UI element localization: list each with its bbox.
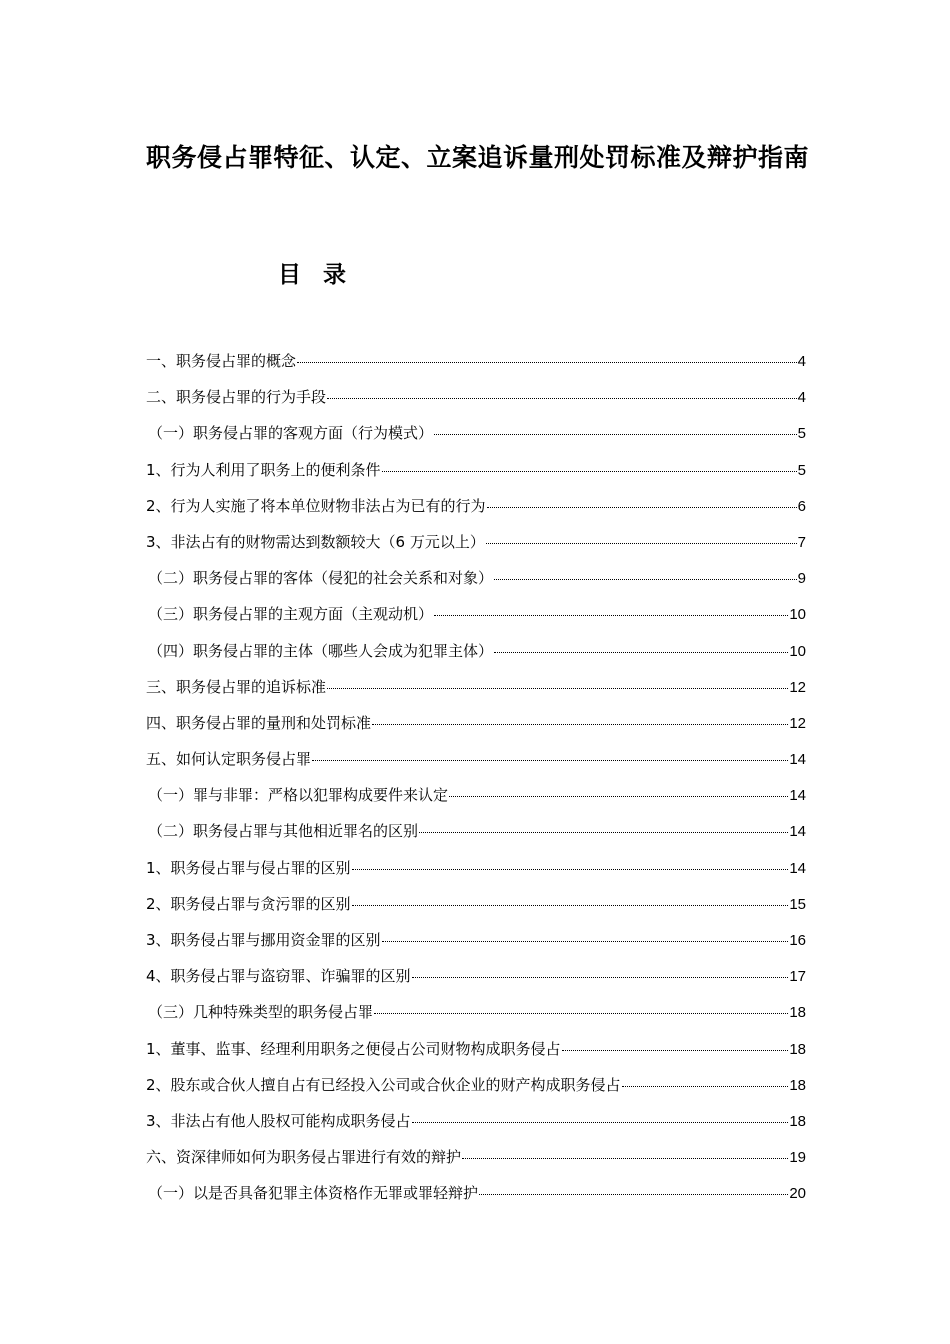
toc-dot-leader: [494, 637, 788, 653]
toc-entry-title: 五、如何认定职务侵占罪: [146, 750, 312, 769]
toc-dot-leader: [494, 564, 797, 580]
toc-entry[interactable]: [146, 745, 806, 781]
toc-page-number: 14: [789, 859, 806, 877]
toc-page-number: 18: [789, 1076, 806, 1094]
toc-entry-title: （三）职务侵占罪的主观方面（主观动机）: [148, 605, 434, 624]
toc-entry-title: （二）职务侵占罪的客体（侵犯的社会关系和对象）: [148, 569, 494, 588]
toc-entry[interactable]: [146, 600, 806, 636]
toc-dot-leader: [434, 600, 788, 616]
toc-dot-leader: [434, 419, 797, 435]
toc-entry-title: 2、职务侵占罪与贪污罪的区别: [146, 894, 351, 913]
table-of-contents: [146, 347, 806, 1216]
toc-entry-title: 四、职务侵占罪的量刑和处罚标准: [146, 713, 372, 732]
toc-entry-title: 一、职务侵占罪的概念: [146, 352, 297, 370]
toc-dot-leader: [412, 1107, 789, 1123]
toc-entry-title: （一）罪与非罪：严格以犯罪构成要件来认定: [148, 786, 449, 805]
toc-dot-leader: [312, 745, 788, 761]
toc-entry-title: （一）职务侵占罪的客观方面（行为模式）: [148, 424, 434, 443]
toc-page-number: 15: [789, 895, 806, 913]
toc-page-number: 5: [797, 461, 806, 479]
toc-heading-char-2: 录: [323, 262, 346, 288]
toc-entry-title: （三）几种特殊类型的职务侵占罪: [148, 1003, 374, 1022]
toc-dot-leader: [486, 528, 797, 544]
toc-entry[interactable]: [146, 637, 806, 673]
toc-entry[interactable]: [146, 492, 806, 528]
toc-heading-char-1: 目: [278, 262, 301, 288]
toc-entry[interactable]: [146, 890, 806, 926]
toc-entry[interactable]: [146, 564, 806, 600]
toc-entry[interactable]: [146, 383, 806, 419]
toc-dot-leader: [327, 673, 788, 689]
toc-page-number: 4: [797, 389, 806, 407]
toc-entry[interactable]: [146, 1143, 806, 1179]
toc-entry[interactable]: [146, 1035, 806, 1071]
toc-page-number: 14: [789, 751, 806, 769]
toc-page-number: 18: [789, 1040, 806, 1058]
toc-entry[interactable]: [146, 709, 806, 745]
toc-dot-leader: [449, 781, 788, 797]
toc-entry[interactable]: [146, 673, 806, 709]
toc-entry-title: 1、职务侵占罪与侵占罪的区别: [146, 858, 351, 877]
toc-page-number: 10: [789, 606, 806, 624]
toc-entry[interactable]: [146, 528, 806, 564]
toc-page-number: 14: [789, 823, 806, 841]
toc-dot-leader: [372, 709, 788, 725]
toc-page-number: 5: [797, 425, 806, 443]
toc-page-number: 18: [789, 1112, 806, 1130]
toc-entry-title: 2、股东或合伙人擅自占有已经投入公司或合伙企业的财产构成职务侵占: [146, 1075, 621, 1094]
toc-entry[interactable]: [146, 1107, 806, 1143]
toc-page-number: 7: [797, 533, 806, 551]
toc-entry-title: 三、职务侵占罪的追诉标准: [146, 677, 327, 696]
toc-entry[interactable]: [146, 854, 806, 890]
toc-entry[interactable]: [146, 781, 806, 817]
toc-entry-title: 3、职务侵占罪与挪用资金罪的区别: [146, 931, 381, 949]
toc-page-number: 20: [789, 1185, 806, 1203]
toc-dot-leader: [479, 1179, 788, 1195]
toc-entry[interactable]: [146, 817, 806, 853]
toc-page-number: 6: [797, 497, 806, 515]
toc-dot-leader: [352, 890, 789, 906]
toc-entry[interactable]: [146, 1179, 806, 1215]
toc-dot-leader: [327, 383, 797, 399]
toc-entry-title: （一）以是否具备犯罪主体资格作无罪或罪轻辩护: [148, 1184, 479, 1203]
toc-dot-leader: [487, 492, 797, 508]
toc-dot-leader: [374, 998, 788, 1014]
toc-entry-title: 4、职务侵占罪与盗窃罪、诈骗罪的区别: [146, 967, 411, 986]
toc-page-number: 12: [789, 678, 806, 696]
toc-entry-title: （二）职务侵占罪与其他相近罪名的区别: [148, 822, 419, 841]
toc-entry[interactable]: [146, 998, 806, 1034]
toc-dot-leader: [419, 817, 788, 833]
toc-entry-title: 2、行为人实施了将本单位财物非法占为已有的行为: [146, 496, 486, 515]
toc-page-number: 17: [789, 968, 806, 986]
toc-entry-title: 六、资深律师如何为职务侵占罪进行有效的辩护: [146, 1148, 462, 1167]
toc-dot-leader: [412, 962, 789, 978]
toc-dot-leader: [562, 1035, 789, 1051]
toc-page-number: 12: [789, 714, 806, 732]
toc-dot-leader: [352, 854, 789, 870]
toc-page-number: 18: [789, 1004, 806, 1022]
toc-dot-leader: [462, 1143, 788, 1159]
toc-entry[interactable]: [146, 347, 806, 383]
toc-page-number: 14: [789, 787, 806, 805]
toc-entry[interactable]: [146, 1071, 806, 1107]
toc-page-number: 16: [789, 932, 806, 949]
toc-entry-title: 3、非法占有的财物需达到数额较大（6 万元以上）: [146, 532, 485, 551]
document-title: 职务侵占罪特征、认定、立案追诉量刑处罚标准及辩护指南: [146, 143, 810, 172]
toc-entry[interactable]: [146, 419, 806, 455]
toc-entry-title: （四）职务侵占罪的主体（哪些人会成为犯罪主体）: [148, 641, 494, 660]
toc-entry[interactable]: [146, 456, 806, 492]
toc-page-number: 10: [789, 642, 806, 660]
toc-entry[interactable]: [146, 962, 806, 998]
toc-dot-leader: [382, 456, 797, 472]
toc-entry-title: 1、董事、监事、经理利用职务之便侵占公司财物构成职务侵占: [146, 1039, 561, 1058]
toc-entry-title: 3、非法占有他人股权可能构成职务侵占: [146, 1111, 411, 1130]
toc-page-number: 9: [797, 570, 806, 588]
toc-dot-leader: [622, 1071, 789, 1087]
toc-page-number: 19: [789, 1149, 806, 1167]
toc-dot-leader: [297, 347, 797, 363]
toc-entry[interactable]: [146, 926, 806, 962]
toc-entry-title: 二、职务侵占罪的行为手段: [146, 388, 327, 407]
toc-heading: [278, 260, 346, 290]
toc-dot-leader: [382, 926, 789, 942]
toc-entry-title: 1、行为人利用了职务上的便利条件: [146, 460, 381, 479]
toc-page-number: 4: [797, 353, 806, 370]
